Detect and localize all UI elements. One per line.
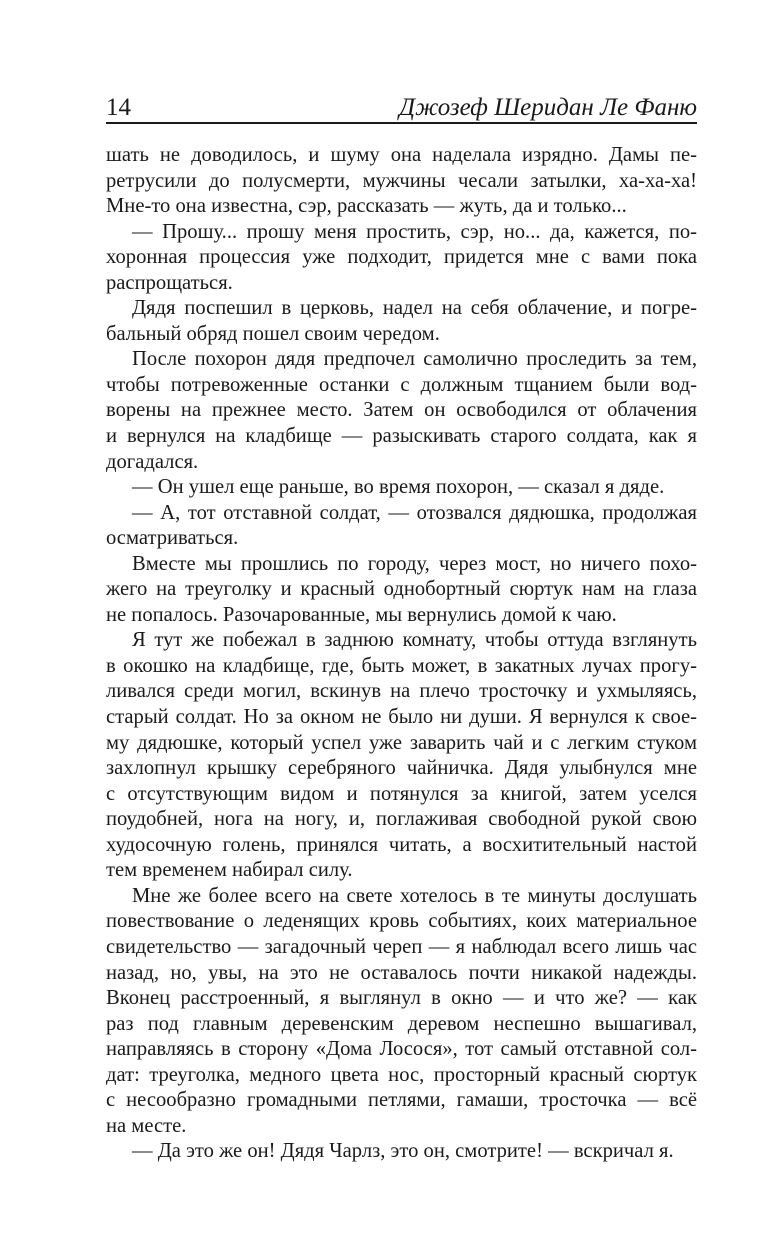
text-line: свидетельство — загадочный череп — я наблюдал всего лишь час bbox=[106, 935, 697, 958]
text-line: Мне-то она известна, сэр, рассказать — жуть, да и только... bbox=[106, 195, 627, 218]
text-line: Вконец расстроенный, я выглянул в окно — и что же? — как bbox=[106, 987, 697, 1010]
text-line: тем временем набирал силу. bbox=[106, 859, 353, 882]
text-line: и вернулся на кладбище — разыскивать старого солдата, как я bbox=[106, 425, 697, 448]
text-line: осматриваться. bbox=[106, 527, 239, 550]
text-line: с отсутствующим видом и потянулся за книгой, затем уселся bbox=[106, 782, 697, 805]
text-line: шать не доводилось, и шуму она наделала изрядно. Дамы пе- bbox=[106, 144, 697, 166]
text-line: жего на треуголку и красный однобортный сюртук нам на глаза bbox=[106, 578, 697, 601]
paragraph bbox=[106, 220, 697, 297]
text-line: Вместе мы прошлись по городу, через мост, но ничего похо- bbox=[132, 552, 697, 575]
text-line: на месте. bbox=[106, 1114, 187, 1137]
body-text bbox=[106, 143, 697, 1165]
text-line: ворены на прежнее место. Затем он освободился от облачения bbox=[106, 399, 697, 422]
text-line: повествование о леденящих кровь событиях, коих материальное bbox=[106, 910, 697, 933]
paragraph bbox=[106, 475, 697, 501]
text-line: хоронная процессия уже подходит, придется мне с вами пока bbox=[106, 246, 697, 269]
text-line: Дядя поспешил в церковь, надел на себя облачение, и погре- bbox=[132, 297, 697, 320]
text-line: Я тут же побежал в заднюю комнату, чтобы оттуда взглянуть bbox=[132, 629, 697, 652]
paragraph bbox=[106, 884, 697, 1139]
text-line: худосочную голень, принялся читать, а восхитительный настой bbox=[106, 833, 697, 856]
text-line: чтобы потревоженные останки с должным тщанием были вод- bbox=[106, 373, 697, 396]
text-line: После похорон дядя предпочел самолично проследить за тем, bbox=[132, 348, 697, 371]
text-line: — Он ушел еще раньше, во время похорон, — сказал я дяде. bbox=[132, 476, 665, 499]
text-line: Мне же более всего на свете хотелось в те минуты дослушать bbox=[132, 884, 697, 907]
text-line: му дядюшке, который успел уже заварить чай и с легким стуком bbox=[106, 731, 697, 754]
text-line: старый солдат. Но за окном не было ни души. Я вернулся к свое- bbox=[106, 706, 697, 729]
paragraph bbox=[106, 143, 697, 220]
text-line: бальный обряд пошел своим чередом. bbox=[106, 322, 440, 345]
text-line: ретрусили до полусмерти, мужчины чесали затылки, ха-ха-ха! bbox=[106, 169, 697, 192]
paragraph bbox=[106, 628, 697, 883]
paragraph bbox=[106, 552, 697, 629]
page-number: 14 bbox=[106, 94, 131, 121]
text-line: дат: треуголка, медного цвета нос, просторный красный сюртук bbox=[106, 1063, 697, 1086]
book-title: Джозеф Шеридан Ле Фаню bbox=[399, 94, 697, 121]
text-line: — Прошу... прошу меня простить, сэр, но... да, кажется, по- bbox=[132, 220, 697, 243]
text-line: захлопнул крышку серебряного чайничка. Дядя улыбнулся мне bbox=[106, 757, 697, 780]
text-line: распрощаться. bbox=[106, 271, 233, 294]
running-header bbox=[106, 86, 697, 124]
text-line: с несообразно громадными петлями, гамаши, тросточка — всё bbox=[106, 1089, 697, 1112]
text-line: направляясь в сторону «Дома Лосося», тот самый отставной сол- bbox=[106, 1038, 697, 1061]
paragraph bbox=[106, 1139, 697, 1165]
text-line: — Да это же он! Дядя Чарлз, это он, смотрите! — вскричал я. bbox=[132, 1140, 674, 1163]
text-line: не попалось. Разочарованные, мы вернулись домой к чаю. bbox=[106, 603, 617, 626]
text-line: в окошко на кладбище, где, быть может, в закатных лучах прогу- bbox=[106, 654, 697, 677]
text-line: — А, тот отставной солдат, — отозвался дядюшка, продолжая bbox=[132, 501, 697, 524]
text-line: догадался. bbox=[106, 450, 199, 473]
text-line: назад, но, увы, на это не оставалось почти никакой надежды. bbox=[106, 961, 697, 984]
text-line: поудобней, нога на ногу, и, поглаживая свободной рукой свою bbox=[106, 808, 697, 831]
text-line: раз под главным деревенским деревом неспешно вышагивал, bbox=[106, 1012, 697, 1035]
paragraph bbox=[106, 296, 697, 347]
paragraph bbox=[106, 501, 697, 552]
paragraph bbox=[106, 347, 697, 475]
text-line: ливался среди могил, вскинув на плечо тросточку и ухмыляясь, bbox=[106, 680, 697, 703]
